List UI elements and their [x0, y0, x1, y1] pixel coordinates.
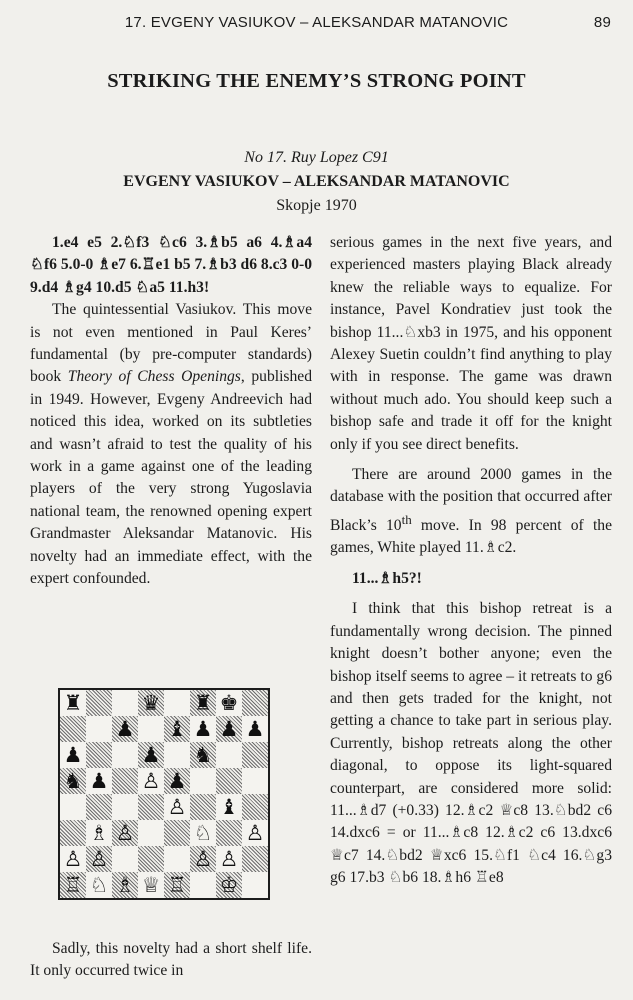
chess-board [58, 688, 270, 900]
chess-piece-icon: ♖ [167, 872, 187, 897]
square-e7 [164, 716, 190, 742]
square-a4 [60, 794, 86, 820]
chess-piece-icon: ♞ [63, 768, 83, 793]
ordinal-suffix: th [401, 511, 412, 527]
square-h8 [242, 690, 268, 716]
square-g2 [216, 846, 242, 872]
square-b1 [86, 872, 112, 898]
square-f5 [190, 768, 216, 794]
square-h7 [242, 716, 268, 742]
square-d7 [138, 716, 164, 742]
square-b4 [86, 794, 112, 820]
chess-piece-icon: ♟ [63, 742, 83, 767]
square-g4 [216, 794, 242, 820]
square-h1 [242, 872, 268, 898]
running-head-title: 17. EVGENY VASIUKOV – ALEKSANDAR MATANOVIC [124, 14, 509, 31]
square-e6 [164, 742, 190, 768]
square-g6 [216, 742, 242, 768]
right-paragraph-3: I think that this bishop retreat is a fundamentally wrong decision. The pinned knight doesn’t bother anyone; even the bishop itself seems to agree – it retreats to g6 and then gets traded for the knight, not getting a chance to take part in serious play. Currently, bishop retreats along the other diagonal, to oppose its light‑squared counterpart, are considered more solid: 11...♗d7 (+0.33) 12.♗c2 ♕c8 13.♘bd2 c6 14.dxc6 = or 11...♗c8 12.♗c2 c6 13.dxc6 ♕c7 14.♘bd2 ♕xc6 15.♘f1 ♘c4 16.♘g3 g6 17.b3 ♘b6 18.♗h6 ♖e8 [330, 600, 612, 887]
right-paragraph-1: serious games in the next five years, and experienced masters playing Black already knew the reliable ways to equalize. For instance, Pavel Kondratiev just took the bishop 11...♘xb3 in 1975, and his opponent Alexey Suetin couldn’t find anything to play with in response. The game was drawn without much ado. You should keep such a bishop safe and trade it off for the knight only if you see direct benefits. [330, 234, 612, 453]
chess-piece-icon: ♕ [141, 872, 161, 897]
square-d3 [138, 820, 164, 846]
square-a1 [60, 872, 86, 898]
chess-piece-icon: ♟ [115, 716, 135, 741]
square-c2 [112, 846, 138, 872]
square-a3 [60, 820, 86, 846]
square-f4 [190, 794, 216, 820]
square-c7 [112, 716, 138, 742]
chess-piece-icon: ♟ [245, 716, 265, 741]
diagram-caption: Sadly, this novelty had a short shelf life. It only occurred twice in [30, 940, 312, 980]
running-head [0, 14, 633, 36]
square-e8 [164, 690, 190, 716]
square-c4 [112, 794, 138, 820]
square-d8 [138, 690, 164, 716]
square-c8 [112, 690, 138, 716]
square-b3 [86, 820, 112, 846]
chess-piece-icon: ♝ [219, 794, 239, 819]
chess-piece-icon: ♙ [245, 820, 265, 845]
square-e1 [164, 872, 190, 898]
opening-moves: 1.e4 e5 2.♘f3 ♘c6 3.♗b5 a6 4.♗a4 ♘f6 5.0-0 ♗e7 6.♖e1 b5 7.♗b3 d6 8.c3 0-0 9.d4 ♗g4 10.d5 ♘a5 11.h3! [30, 234, 313, 296]
game-header [0, 146, 633, 218]
square-f1 [190, 872, 216, 898]
chess-piece-icon: ♘ [89, 872, 109, 897]
square-b6 [86, 742, 112, 768]
game-players: EVGENY VASIUKOV – ALEKSANDAR MATANOVIC [123, 173, 510, 190]
chess-diagram [58, 688, 270, 900]
page-number: 89 [593, 14, 611, 31]
square-c1 [112, 872, 138, 898]
commentary-paragraph [30, 299, 312, 590]
chess-piece-icon: ♟ [141, 742, 161, 767]
square-g1 [216, 872, 242, 898]
chess-piece-icon: ♙ [63, 846, 83, 871]
square-b2 [86, 846, 112, 872]
right-paragraph-2 [330, 464, 612, 560]
square-a5 [60, 768, 86, 794]
square-g7 [216, 716, 242, 742]
square-a8 [60, 690, 86, 716]
square-c5 [112, 768, 138, 794]
square-a2 [60, 846, 86, 872]
square-c3 [112, 820, 138, 846]
left-column [30, 232, 312, 591]
diagram-caption-block [30, 938, 312, 983]
square-d4 [138, 794, 164, 820]
square-f2 [190, 846, 216, 872]
chess-piece-icon: ♙ [193, 846, 213, 871]
square-g8 [216, 690, 242, 716]
chess-piece-icon: ♙ [115, 820, 135, 845]
chess-piece-icon: ♙ [89, 846, 109, 871]
chess-piece-icon: ♖ [63, 872, 83, 897]
square-c6 [112, 742, 138, 768]
right-paragraph-2-tail: move. In 98 percent of the games, White played 11.♗c2. [330, 517, 612, 557]
right-paragraph-2-text: There are around 2000 games in the database with the position that occurred after Black’s 10 [330, 466, 612, 535]
chess-piece-icon: ♗ [89, 820, 109, 845]
chess-piece-icon: ♟ [219, 716, 239, 741]
square-h3 [242, 820, 268, 846]
chess-piece-icon: ♙ [167, 794, 187, 819]
chess-piece-icon: ♔ [219, 872, 239, 897]
move-11-black: 11...♗h5?! [352, 569, 422, 587]
chess-piece-icon: ♟ [193, 716, 213, 741]
book-title: Theory of Chess Openings [67, 368, 241, 386]
chess-piece-icon: ♟ [89, 768, 109, 793]
commentary-text-2: , published in 1949. However, Evgeny Andreevich had noticed this idea, worked on its subtleties and wasn’t afraid to test the quality of his work in a game against one of the leading players of the very strong Yugoslavia national team, the renowned opening expert Grandmaster Aleksandar Matanovic. His novelty had an immediate effect, with the expert confounded. [30, 368, 312, 588]
chess-piece-icon: ♙ [141, 768, 161, 793]
square-e2 [164, 846, 190, 872]
square-a7 [60, 716, 86, 742]
square-f6 [190, 742, 216, 768]
chess-piece-icon: ♙ [219, 846, 239, 871]
chess-piece-icon: ♜ [193, 690, 213, 715]
game-number-opening: No 17. Ruy Lopez C91 [244, 149, 389, 166]
square-f7 [190, 716, 216, 742]
square-e3 [164, 820, 190, 846]
chess-piece-icon: ♗ [115, 872, 135, 897]
square-d5 [138, 768, 164, 794]
square-a6 [60, 742, 86, 768]
square-h5 [242, 768, 268, 794]
chess-piece-icon: ♜ [63, 690, 83, 715]
chess-piece-icon: ♟ [167, 768, 187, 793]
square-g3 [216, 820, 242, 846]
square-g5 [216, 768, 242, 794]
chess-piece-icon: ♝ [167, 716, 187, 741]
section-title: STRIKING THE ENEMY’S STRONG POINT [107, 70, 526, 92]
square-d6 [138, 742, 164, 768]
game-venue: Skopje 1970 [276, 197, 357, 214]
square-b8 [86, 690, 112, 716]
square-h2 [242, 846, 268, 872]
chess-piece-icon: ♘ [193, 820, 213, 845]
square-f3 [190, 820, 216, 846]
square-b7 [86, 716, 112, 742]
square-e5 [164, 768, 190, 794]
square-h6 [242, 742, 268, 768]
square-d2 [138, 846, 164, 872]
square-f8 [190, 690, 216, 716]
commentary-text-1: The quintessential Vasiukov. This move is not even mentioned in Paul Keres’ fundamental (by pre‑computer standards) book [30, 301, 312, 386]
square-e4 [164, 794, 190, 820]
chess-piece-icon: ♞ [193, 742, 213, 767]
square-b5 [86, 768, 112, 794]
square-h4 [242, 794, 268, 820]
chess-piece-icon: ♛ [141, 690, 161, 715]
right-column [330, 232, 612, 890]
chess-piece-icon: ♚ [219, 690, 239, 715]
square-d1 [138, 872, 164, 898]
